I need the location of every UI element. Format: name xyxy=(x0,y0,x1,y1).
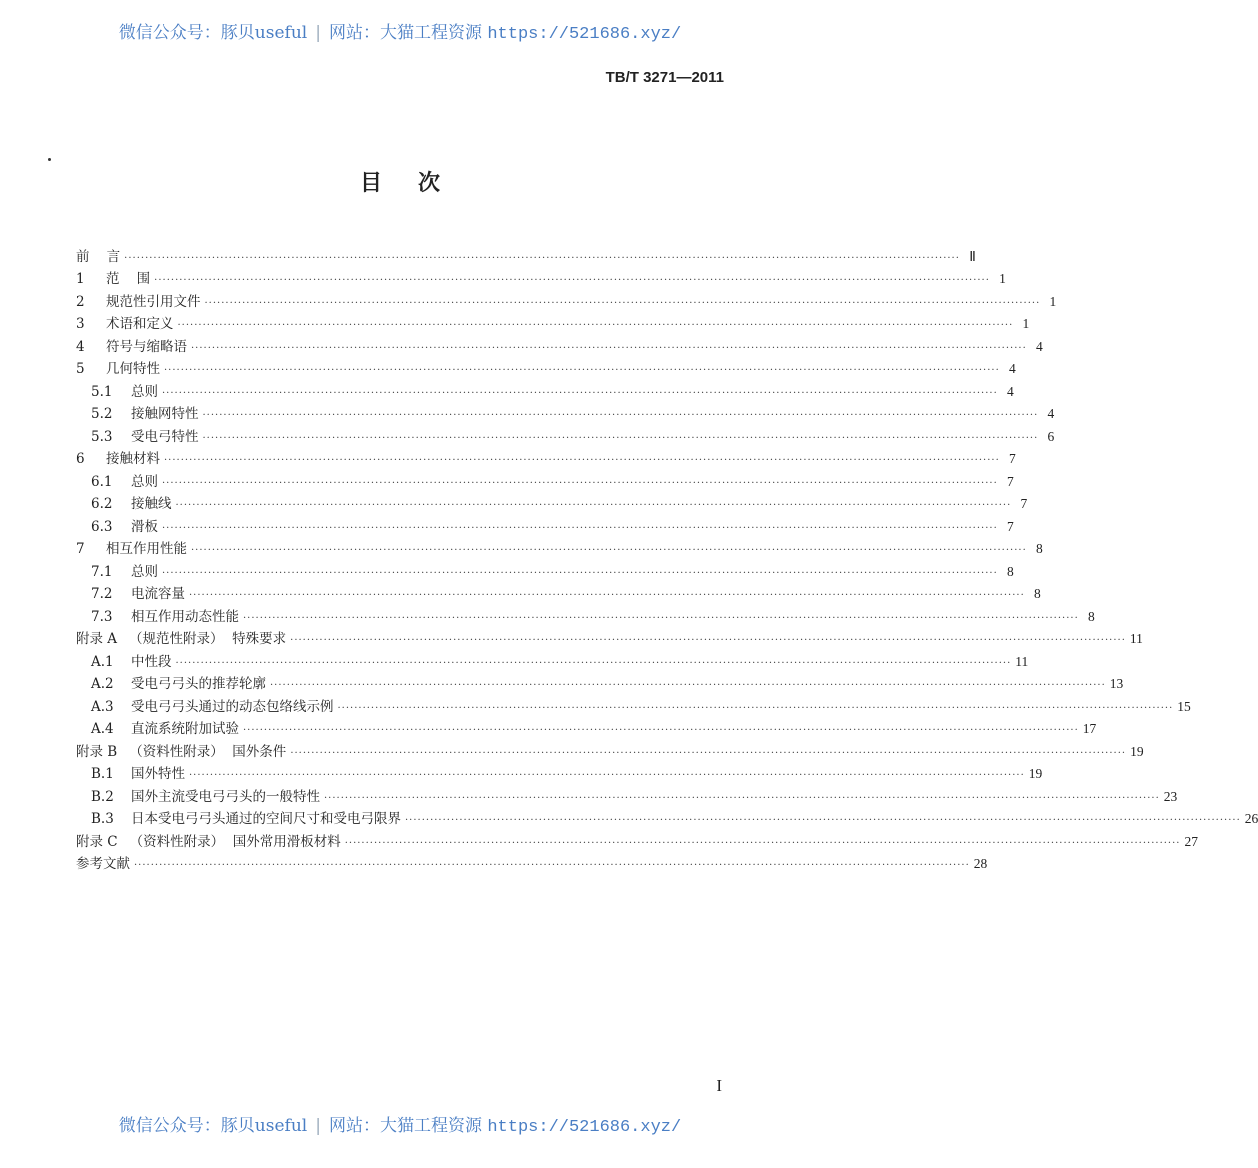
toc-entry-title: 总则 xyxy=(131,563,158,580)
toc-dot-leader: ········································································································································································································ xyxy=(162,522,998,534)
toc-entry-title: 相互作用动态性能 xyxy=(131,608,239,625)
toc-dot-leader: ········································································································································································································ xyxy=(154,275,990,286)
toc-entry-title: 国外主流受电弓弓头的一般特性 xyxy=(131,788,320,805)
toc-dot-leader: ········································································································································································································ xyxy=(162,567,998,579)
toc-entry[interactable] xyxy=(76,357,1016,380)
toc-entry-title: 符号与缩略语 xyxy=(106,338,187,355)
toc-dot-leader: ········································································································································································································ xyxy=(202,432,1039,444)
toc-entry-title: 总则 xyxy=(131,473,158,490)
toc-entry-title: 参考文献 xyxy=(76,856,130,872)
toc-entry-number: 6 xyxy=(76,451,85,467)
toc-dot-leader: ········································································································································································································ xyxy=(243,725,1079,736)
toc-entry[interactable] xyxy=(76,334,1043,357)
toc-entry-number: B.2 xyxy=(91,788,114,805)
toc-entry[interactable] xyxy=(76,784,1178,807)
toc-entry-page: 8 xyxy=(1088,608,1095,624)
toc-entry[interactable] xyxy=(76,672,1124,695)
toc-entry-number: 1 xyxy=(76,271,85,287)
toc-entry-number: 附录 C xyxy=(76,833,118,850)
toc-entry-page: 17 xyxy=(1082,721,1097,736)
toc-entry-number: B.3 xyxy=(91,811,114,827)
toc-entry-number: A.4 xyxy=(91,721,114,737)
toc-entry-page: 19 xyxy=(1130,743,1144,759)
toc-entry-page: 1 xyxy=(1049,293,1057,309)
toc-entry-page: 7 xyxy=(1007,473,1014,489)
toc-entry-page: 4 xyxy=(1009,361,1016,376)
toc-entry-number: 5.1 xyxy=(91,383,113,400)
toc-entry-title: 电流容量 xyxy=(131,586,185,602)
toc-entry-title: 几何特性 xyxy=(106,361,160,377)
toc-entry[interactable] xyxy=(76,739,1144,762)
toc-dot-leader: ········································································································································································································ xyxy=(162,387,998,399)
toc-entry-title: 接触网特性 xyxy=(131,406,199,422)
toc-entry-number: 5.3 xyxy=(91,428,113,445)
toc-entry-number: 6.3 xyxy=(91,518,113,535)
toc-dot-leader: ········································································································································································································ xyxy=(337,702,1174,714)
watermark-separator: | xyxy=(315,23,321,43)
toc-dot-leader: ········································································································································································································ xyxy=(405,815,1241,826)
toc-entry-number: 3 xyxy=(76,316,85,332)
page-title: 目次 xyxy=(359,170,476,196)
toc-dot-leader: ········································································································································································································ xyxy=(191,342,1027,354)
toc-dot-leader: ········································································································································································································ xyxy=(189,770,1025,781)
toc-entry-page: 23 xyxy=(1163,788,1178,804)
toc-entry[interactable] xyxy=(76,852,988,875)
toc-entry[interactable] xyxy=(76,267,1006,290)
toc-dot-leader: ········································································································································································································ xyxy=(124,252,960,264)
watermark-account: 微信公众号：豚贝useful xyxy=(118,1116,308,1136)
toc-entry-number: A.3 xyxy=(91,698,114,715)
toc-dot-leader: ········································································································································································································ xyxy=(191,545,1027,556)
toc-entry-number: 7 xyxy=(76,541,85,557)
toc-dot-leader: ········································································································································································································ xyxy=(202,410,1039,421)
toc-entry-number: 7.3 xyxy=(91,608,113,625)
toc-dot-leader: ········································································································································································································ xyxy=(290,635,1126,646)
toc-entry-number: 2 xyxy=(76,293,85,310)
toc-entry-title: 受电弓特性 xyxy=(131,428,199,445)
toc-entry[interactable] xyxy=(76,807,1258,830)
toc-entry-title: 规范性引用文件 xyxy=(106,293,201,310)
toc-dot-leader: ········································································································································································································ xyxy=(270,680,1106,691)
watermark-url: https://521686.xyz/ xyxy=(487,25,682,44)
toc-entry-number: 6.1 xyxy=(91,473,113,490)
toc-entry-page: 8 xyxy=(1034,586,1041,601)
toc-dot-leader: ········································································································································································································ xyxy=(175,657,1012,669)
toc-entry-title: 中性段 xyxy=(131,653,172,670)
watermark-top xyxy=(0,18,800,44)
toc-dot-leader: ········································································································································································································ xyxy=(162,477,998,489)
toc-entry[interactable] xyxy=(76,514,1014,537)
toc-entry-title: 滑板 xyxy=(131,518,158,535)
toc-entry[interactable] xyxy=(76,469,1014,492)
toc-entry-title: 接触线 xyxy=(131,496,172,512)
toc-entry-page: 19 xyxy=(1028,766,1043,781)
toc-entry-page: 13 xyxy=(1109,676,1124,691)
toc-entry-number: A.1 xyxy=(91,653,114,670)
toc-entry-title: 相互作用性能 xyxy=(106,541,187,557)
toc-entry-number: 7.2 xyxy=(91,586,113,602)
table-of-contents xyxy=(76,244,1258,874)
toc-dot-leader: ········································································································································································································ xyxy=(175,500,1012,511)
toc-entry-page: 7 xyxy=(1020,496,1028,511)
toc-entry[interactable] xyxy=(76,582,1041,605)
toc-entry[interactable] xyxy=(76,447,1016,470)
watermark-separator: | xyxy=(315,1116,321,1136)
toc-entry-number: B.1 xyxy=(91,766,114,782)
toc-entry-page: 26 xyxy=(1244,811,1258,826)
toc-entry[interactable] xyxy=(76,604,1095,627)
toc-entry[interactable] xyxy=(76,762,1043,785)
toc-entry[interactable] xyxy=(76,424,1055,447)
toc-dot-leader: ········································································································································································································ xyxy=(344,837,1181,849)
toc-entry-title: 总则 xyxy=(131,383,158,400)
toc-entry[interactable] xyxy=(76,537,1043,560)
standard-code: TB/T 3271—2011 xyxy=(605,69,724,86)
toc-entry-number: 附录 A xyxy=(76,631,118,647)
toc-entry-title: 受电弓弓头通过的动态包络线示例 xyxy=(131,698,334,715)
toc-entry-page: 8 xyxy=(1007,563,1014,579)
toc-entry[interactable] xyxy=(76,717,1097,740)
toc-dot-leader: ········································································································································································································ xyxy=(134,860,970,871)
toc-entry[interactable] xyxy=(76,312,1030,335)
toc-entry-title: （规范性附录） 特殊要求 xyxy=(129,631,287,647)
toc-entry-page: 11 xyxy=(1015,653,1029,669)
toc-entry[interactable] xyxy=(76,559,1014,582)
toc-entry-title: 日本受电弓弓头通过的空间尺寸和受电弓限界 xyxy=(131,811,401,827)
toc-entry-title: 范 围 xyxy=(106,271,151,287)
toc-entry-number: 附录 B xyxy=(76,743,118,760)
toc-entry-title: 接触材料 xyxy=(106,451,160,467)
toc-entry[interactable] xyxy=(76,402,1055,425)
toc-dot-leader: ········································································································································································································ xyxy=(177,320,1014,331)
toc-dot-leader: ········································································································································································································ xyxy=(204,297,1041,309)
scan-speck xyxy=(48,158,51,161)
toc-entry-page: 4 xyxy=(1036,338,1043,354)
toc-dot-leader: ········································································································································································································ xyxy=(164,365,1000,376)
toc-entry-page: 1 xyxy=(999,271,1006,286)
toc-entry-title: 受电弓弓头的推荐轮廓 xyxy=(131,676,266,692)
toc-entry-page: Ⅱ xyxy=(969,248,976,264)
toc-entry-title: （资料性附录） 国外条件 xyxy=(129,743,287,760)
toc-entry-page: 7 xyxy=(1009,451,1016,466)
toc-entry-title: 术语和定义 xyxy=(106,316,174,332)
toc-entry-page: 8 xyxy=(1036,541,1043,556)
toc-entry-number: 6.2 xyxy=(91,496,113,512)
toc-entry-page: 4 xyxy=(1007,383,1014,399)
toc-entry[interactable] xyxy=(76,627,1143,650)
toc-dot-leader: ········································································································································································································ xyxy=(243,612,1079,624)
toc-entry-number: 5.2 xyxy=(91,406,113,422)
toc-entry-page: 6 xyxy=(1047,428,1055,444)
toc-entry[interactable] xyxy=(76,379,1014,402)
toc-entry-number: 7.1 xyxy=(91,563,113,580)
toc-dot-leader: ········································································································································································································ xyxy=(290,747,1127,759)
toc-entry-page: 15 xyxy=(1177,698,1191,714)
toc-entry-number: A.2 xyxy=(91,676,114,692)
watermark-account: 微信公众号：豚贝useful xyxy=(118,23,308,43)
toc-entry[interactable] xyxy=(76,649,1029,672)
toc-dot-leader: ········································································································································································································ xyxy=(324,792,1160,804)
toc-entry-page: 4 xyxy=(1047,406,1055,421)
toc-dot-leader: ········································································································································································································ xyxy=(164,455,1000,466)
toc-entry-page: 28 xyxy=(973,856,988,871)
toc-entry[interactable] xyxy=(76,829,1198,852)
toc-entry-page: 1 xyxy=(1022,316,1030,331)
watermark-site: 网站：大猫工程资源 xyxy=(328,23,482,43)
watermark-url: https://521686.xyz/ xyxy=(487,1118,682,1137)
toc-entry-title: 国外特性 xyxy=(131,766,185,782)
toc-entry-title: 直流系统附加试验 xyxy=(131,721,239,737)
toc-entry-number: 4 xyxy=(76,338,85,355)
toc-entry-title: 前 言 xyxy=(76,248,121,265)
toc-dot-leader: ········································································································································································································ xyxy=(189,590,1025,601)
toc-entry-page: 27 xyxy=(1184,833,1198,849)
toc-entry-title: （资料性附录） 国外常用滑板材料 xyxy=(129,833,341,850)
toc-entry[interactable] xyxy=(76,492,1028,515)
toc-entry[interactable] xyxy=(76,694,1191,717)
toc-entry-page: 11 xyxy=(1129,631,1143,646)
watermark-bottom xyxy=(0,1111,800,1137)
page-number: I xyxy=(716,1076,722,1095)
toc-entry[interactable] xyxy=(76,244,976,267)
toc-entry[interactable] xyxy=(76,289,1057,312)
toc-entry-number: 5 xyxy=(76,361,85,377)
watermark-site: 网站：大猫工程资源 xyxy=(328,1116,482,1136)
toc-entry-page: 7 xyxy=(1007,518,1014,534)
